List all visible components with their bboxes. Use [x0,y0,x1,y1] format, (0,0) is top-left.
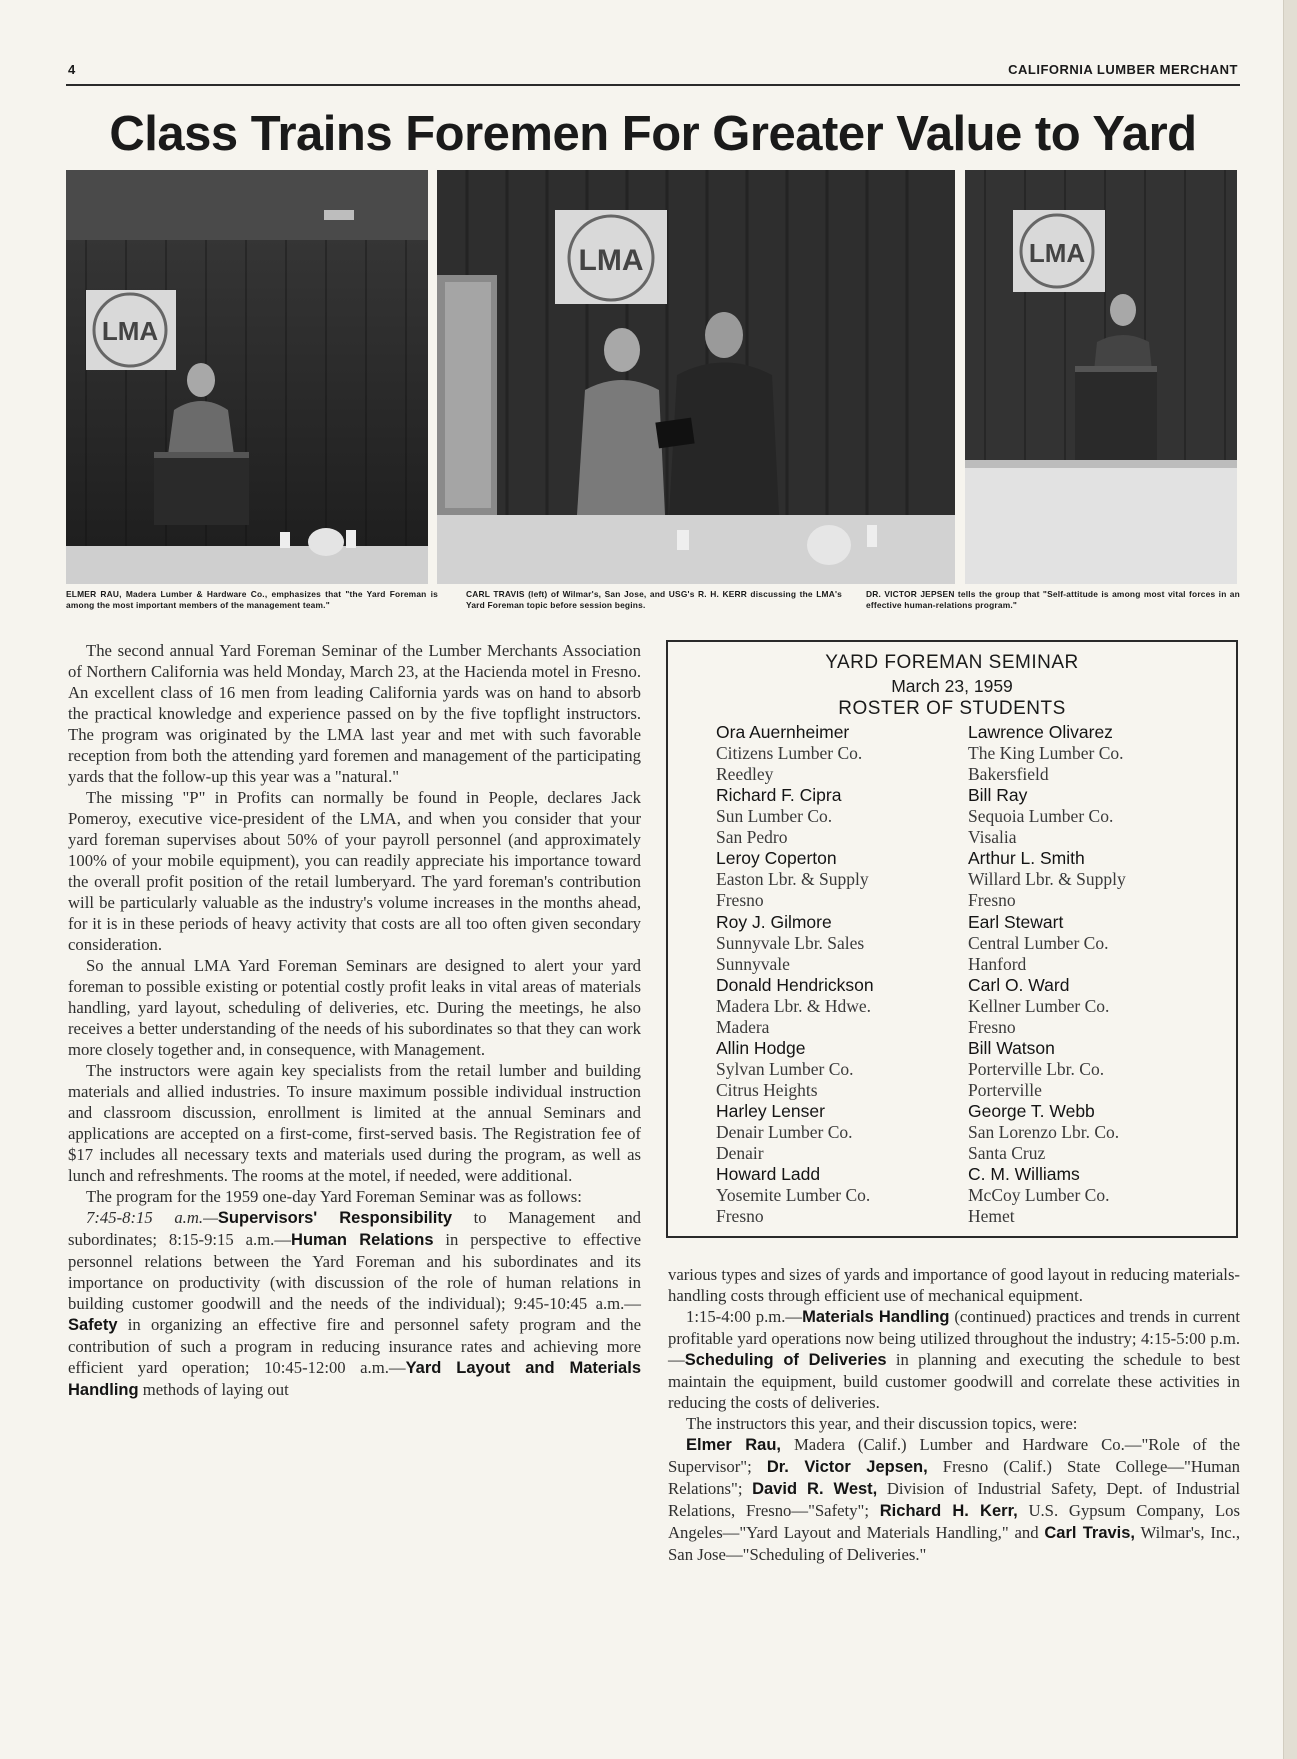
banner-text: LMA [1028,238,1086,268]
student-name: Ora Auernheimer [716,722,850,742]
roster-entry [968,848,1228,911]
session-description: in organizing an effective fire and personnel safety program and the contribution of such a program in reducing insurance rates and achieving more efficient yard operation; 10:45-12:00 a.m.— [68,1315,641,1377]
student-company: Easton Lbr. & Supply [716,869,869,890]
banner-text: LMA [578,244,644,277]
instructor-name: David R. West, [752,1480,878,1498]
student-company: Denair Lumber Co. [716,1122,853,1143]
article-paragraph: The missing "P" in Profits can normally be found in People, declares Jack Pomeroy, executive vice-president of the LMA, and when you consider that your yard foreman supervises about 50% of your payroll personnel (and approximately 100% of your mobile equipment), you can readily appreciate his importance toward the overall profit position of the retail lumberyard. The yard foreman's contribution will be particularly valuable as the industry's volume increases in the months ahead, for it is in these periods of heavy activity that costs are all too often given secondary consideration. [68,788,641,954]
roster-entry [968,975,1228,1038]
roster-entry [716,912,976,975]
article-paragraph: various types and sizes of yards and importance of good layout in reducing materials-handling costs through efficient use of mechanical equipment. [668,1265,1240,1305]
photo-caption-victor-jepsen: DR. VICTOR JEPSEN tells the group that "Self-attitude is among most vital forces in an effective human-relations program." [866,589,1240,610]
student-name: Roy J. Gilmore [716,911,832,932]
header-rule [66,84,1240,86]
roster-entry [716,1101,976,1164]
schedule-time: 1:15-4:00 p.m.— [686,1307,803,1326]
photo-caption-elmer-rau: ELMER RAU, Madera Lumber & Hardware Co., emphasizes that "the Yard Foreman is among the most important members of the management team." [66,589,438,610]
session-topic: Scheduling of Deliveries [684,1351,887,1369]
instructor-name: Richard H. Kerr, [879,1502,1018,1520]
roster-entry [716,1164,976,1227]
session-topic: Human Relations [291,1231,434,1249]
student-name: Carl O. Ward [968,974,1070,995]
schedule-time: 7:45-8:15 a.m.— [86,1208,218,1227]
student-name: Harley Lenser [716,1101,825,1122]
photo-caption-carl-travis: CARL TRAVIS (left) of Wilmar's, San Jose, and USG's R. H. KERR discussing the LMA's Yard Foreman topic before session begins. [466,589,842,610]
instructor-name: Carl Travis, [1044,1524,1136,1542]
article-headline: Class Trains Foremen For Greater Value to Yard [109,107,1197,161]
roster-entry [968,912,1228,975]
student-city: Bakersfield [968,764,1049,784]
student-city: Fresno [716,1206,764,1227]
student-company: Sylvan Lumber Co. [716,1058,854,1079]
student-company: Yosemite Lumber Co. [716,1185,871,1206]
instructors-paragraph [668,1434,1240,1565]
roster-entry [716,848,976,911]
student-company: Sun Lumber Co. [716,806,833,827]
instructor-name: Elmer Rau, [686,1436,781,1454]
roster-entry [968,722,1228,785]
session-description: to Management and subordinates; 8:15-9:15 a.m.— [68,1208,642,1249]
student-company: Citizens Lumber Co. [716,743,863,763]
banner-text: LMA [101,316,159,346]
student-city: Fresno [716,890,764,911]
student-name: Lawrence Olivarez [968,722,1113,742]
student-city: Madera [716,1016,770,1037]
instructor-topic: U.S. Gypsum Company, Los Angeles—"Yard Layout and Materials Handling," and [668,1501,1240,1542]
session-description: methods of laying out [138,1380,289,1399]
photo-carl-travis-and-kerr [437,170,955,584]
student-company: Sunnyvale Lbr. Sales [716,932,865,953]
page-number: 4 [68,62,76,77]
publication-name: CALIFORNIA LUMBER MERCHANT [1008,62,1238,77]
student-name: Bill Ray [968,785,1028,806]
student-city: Fresno [968,890,1016,911]
session-topic: Supervisors' Responsibility [217,1209,453,1227]
roster-column-right [968,722,1228,1228]
student-city: Visalia [968,827,1017,848]
student-name: C. M. Williams [968,1164,1080,1185]
student-city: Citrus Heights [716,1079,818,1100]
student-company: Kellner Lumber Co. [968,995,1110,1016]
student-company: The King Lumber Co. [968,743,1124,763]
program-schedule-paragraph [68,1207,641,1401]
student-city: Hemet [968,1206,1015,1227]
article-paragraph: The instructors this year, and their discussion topics, were: [686,1414,1078,1433]
student-city: Hanford [968,953,1027,974]
student-name: Arthur L. Smith [968,848,1085,869]
photo-victor-jepsen-image [965,170,1237,584]
session-description: in planning and executing the schedule to best maintain the equipment, build customer goodwill and correlate these activities in reducing the costs of deliveries. [668,1350,1240,1412]
article-paragraph: The program for the 1959 one-day Yard Foreman Seminar was as follows: [86,1187,582,1206]
student-company: San Lorenzo Lbr. Co. [968,1122,1120,1143]
student-city: Reedley [716,764,774,784]
student-name: Bill Watson [968,1037,1055,1058]
roster-title: YARD FOREMAN SEMINAR [825,652,1079,673]
roster-entry [968,1101,1228,1164]
roster-entry [968,1164,1228,1227]
article-paragraph: The instructors were again key specialists from the retail lumber and building materials and allied industries. To insure maximum possible individual instruction and classroom discussion, enrollment is limited at the annual Seminars and applications are accepted on a first-come, first-served basis. The Registration fee of $17 includes all necessary texts and materials used during the program, as well as lunch and refreshments. The rooms at the motel, if needed, were additional. [68,1061,641,1185]
roster-date: March 23, 1959 [891,676,1013,696]
photo-elmer-rau [66,170,428,584]
article-column-right [668,1264,1240,1565]
student-name: Howard Ladd [716,1164,821,1185]
student-city: Santa Cruz [968,1143,1046,1164]
student-company: McCoy Lumber Co. [968,1185,1110,1206]
session-topic: Materials Handling [802,1308,950,1326]
student-name: Allin Hodge [716,1037,806,1058]
student-name: Leroy Coperton [716,848,837,869]
instructor-topic: Division of Industrial Safety, Dept. of Industrial Relations, Fresno—"Safety"; [668,1479,1241,1520]
instructor-topic: Fresno (Calif.) State College—"Human Relations"; [668,1457,1240,1498]
student-company: Willard Lbr. & Supply [968,869,1126,890]
student-company: Central Lumber Co. [968,932,1109,953]
student-name: George T. Webb [968,1101,1095,1122]
student-company: Madera Lbr. & Hdwe. [716,995,872,1016]
roster-subtitle: ROSTER OF STUDENTS [838,698,1066,719]
student-city: Sunnyvale [716,953,790,974]
instructor-topic: Wilmar's, Inc., San Jose—"Scheduling of Deliveries." [668,1523,1240,1564]
photo-victor-jepsen [965,170,1237,584]
session-topic: Safety [68,1316,118,1334]
article-column-left [68,640,641,1401]
program-schedule-paragraph [668,1306,1240,1413]
photo-carl-travis-and-kerr-image [437,170,955,584]
student-roster-box [666,640,1238,1238]
roster-entry [716,975,976,1038]
photo-elmer-rau-image [66,170,428,584]
session-description: (continued) practices and trends in current profitable yard operations now being utilized throughout the industry; 4:15-5:00 p.m.— [668,1307,1240,1369]
student-city: Porterville [968,1079,1042,1100]
student-company: Sequoia Lumber Co. [968,806,1114,827]
roster-entry [716,1038,976,1101]
student-city: San Pedro [716,827,788,848]
page-edge [1283,0,1297,1759]
student-name: Donald Hendrickson [716,974,874,995]
instructor-topic: Madera (Calif.) Lumber and Hardware Co.—"Role of the Supervisor"; [668,1435,1240,1476]
student-city: Fresno [968,1016,1016,1037]
running-header [68,62,1238,82]
article-paragraph: The second annual Yard Foreman Seminar of the Lumber Merchants Association of Northern California was held Monday, March 23, at the Hacienda motel in Fresno. An excellent class of 16 men from leading California yards was on hand to absorb the practical knowledge and experience passed on by the five topflight instructors. The program was originated by the LMA last year and met with such favorable reception from both the attending yard foremen and management of the participating yards that the follow-up this year was a "natural." [68,641,641,786]
student-name: Earl Stewart [968,911,1064,932]
roster-entry [968,785,1228,848]
article-paragraph: So the annual LMA Yard Foreman Seminars are designed to alert your yard foreman to possible existing or potential costly profit leaks in vital areas of materials handling, yard layout, scheduling of deliveries, etc. During the meetings, he also receives a better understanding of the needs of his subordinates so that they can work more closely together and, in consequence, with Management. [68,956,641,1059]
session-topic: Yard Layout and Materials Handling [68,1359,641,1399]
student-city: Denair [716,1143,764,1164]
student-company: Porterville Lbr. Co. [968,1058,1105,1079]
roster-entry [968,1038,1228,1101]
student-name: Richard F. Cipra [716,785,842,806]
roster-column-left [716,722,976,1228]
roster-entry [716,722,976,785]
session-description: in perspective to effective personnel relations between the Yard Foreman and his subordinates and its importance on productivity (with discussion of the role of human relations in building customer goodwill and the needs of the individual); 9:45-10:45 a.m.— [68,1230,642,1313]
roster-entry [716,785,976,848]
instructor-name: Dr. Victor Jepsen, [766,1458,928,1476]
